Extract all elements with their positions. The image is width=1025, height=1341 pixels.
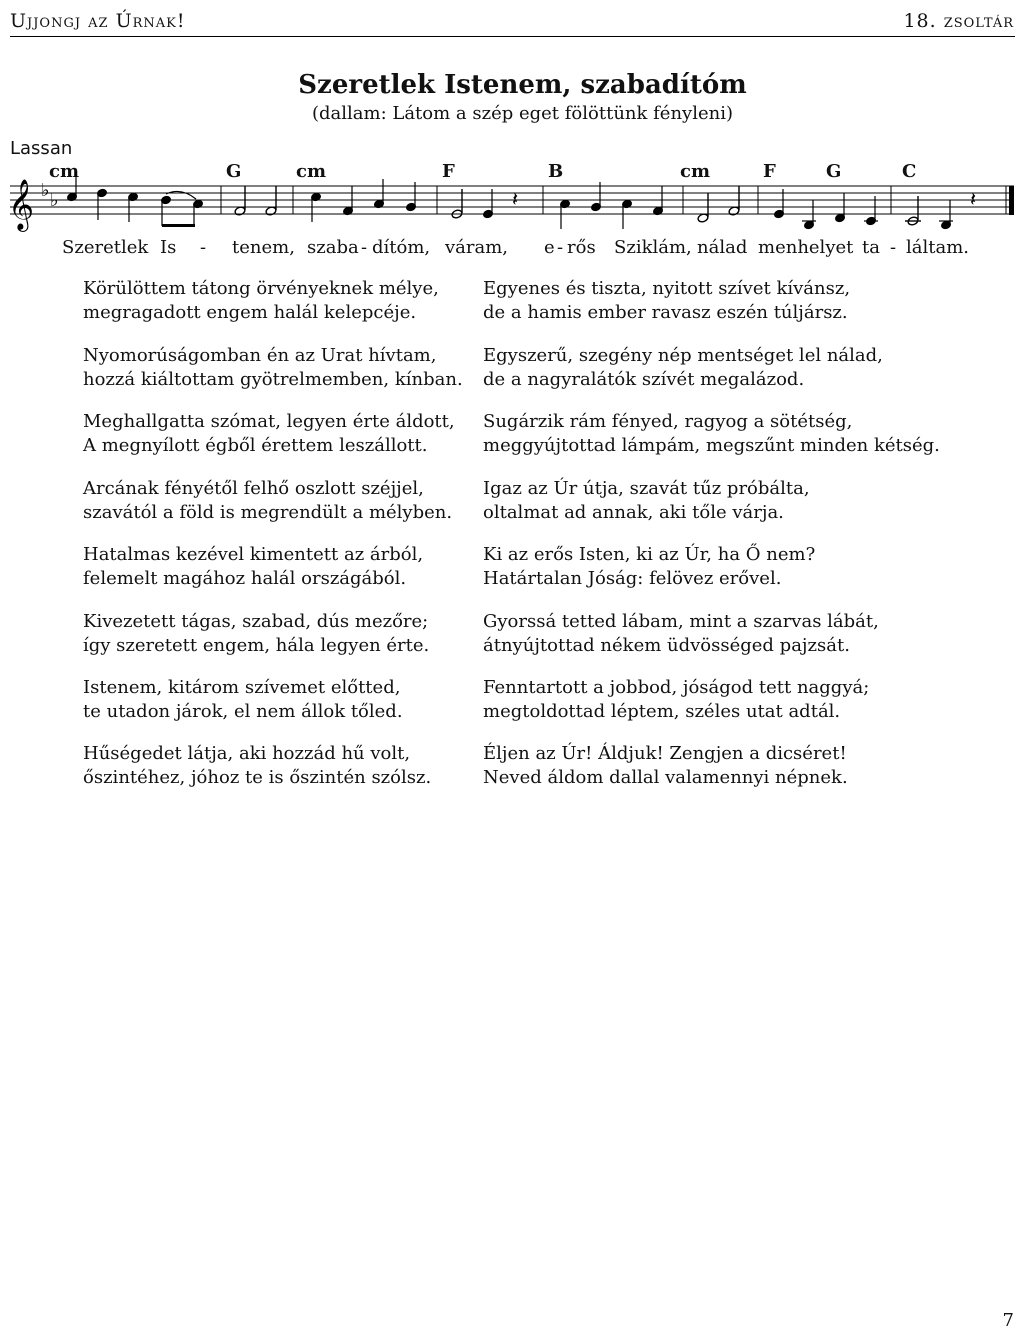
verse-line: de a nagyralátók szívét megalázod. (483, 369, 805, 390)
stanza-right (483, 742, 848, 790)
lyric-syllable: tenem, (232, 237, 295, 258)
verse-line: oltalmat ad annak, aki tőle várja. (483, 502, 784, 523)
stanza-left (83, 277, 439, 325)
verse-line: de a hamis ember ravasz eszén túljársz. (483, 302, 848, 323)
half-note (451, 189, 463, 219)
note (802, 200, 816, 230)
chord-symbol: F (442, 161, 455, 182)
music-staff (0, 160, 1025, 240)
verse-line: Éljen az Úr! Áldjuk! Zengjen a dicséret! (483, 743, 847, 764)
verse-line: A megnyílott égből érettem leszállott. (83, 435, 428, 456)
page-number: 7 (1002, 1310, 1014, 1331)
verse-line: Arcának fényétől felhő oszlott széjjel, (83, 478, 424, 499)
stanza-right (483, 410, 940, 458)
verse-line: Kivezetett tágas, szabad, dús mezőre; (83, 611, 429, 632)
chord-symbol: C (902, 161, 917, 182)
lyric-syllable: dítóm, (372, 237, 431, 258)
stanza-left (83, 543, 423, 591)
final-barline (1009, 186, 1014, 215)
stanza-left (83, 410, 455, 458)
note (97, 188, 108, 220)
lyric-hyphen: - (200, 237, 207, 258)
lyric-syllable: nálad (697, 237, 748, 258)
beamed-eighth-notes (161, 191, 204, 227)
verse-line: átnyújtottad nékem üdvösséged pajzsát. (483, 635, 850, 656)
half-note (697, 193, 709, 223)
note (374, 179, 385, 209)
chord-symbol: G (226, 161, 242, 182)
quarter-rest-icon: 𝄽 (512, 187, 519, 211)
stanza-right (483, 477, 810, 525)
lyric-hyphen: - (361, 237, 368, 258)
stanza-left (83, 477, 452, 525)
verse-line: Sugárzik rám fényed, ragyog a sötétség, (483, 411, 853, 432)
verse-line: így szeretett engem, hála legyen érte. (83, 635, 430, 656)
lyric-syllable: ta (862, 237, 880, 258)
half-note (265, 186, 277, 216)
note (653, 186, 664, 216)
stanza-right (483, 610, 879, 658)
tempo-marking: Lassan (10, 138, 73, 159)
note (343, 186, 354, 216)
verse-line: felemelt magához halál országából. (83, 568, 407, 589)
note (67, 172, 78, 202)
note (835, 193, 846, 223)
half-note (234, 186, 246, 216)
lyric-syllable: szaba (307, 237, 359, 258)
treble-clef-icon: 𝄞 (8, 179, 35, 230)
verse-line: Gyorssá tetted lábam, mint a szarvas lábát, (483, 611, 879, 632)
verse-line: megtoldottad léptem, széles utat adtál. (483, 701, 841, 722)
running-header-book-title: Ujjongj az Úrnak! (10, 10, 186, 32)
verse-line: Igaz az Úr útja, szavát tűz próbálta, (483, 478, 810, 499)
lyric-hyphen: - (557, 237, 564, 258)
chord-symbol: cm (49, 161, 80, 182)
stanza-right (483, 344, 883, 392)
verse-line: Egyszerű, szegény nép mentséget lel nálad, (483, 345, 883, 366)
verse-line: Körülöttem tátong örvényeknek mélye, (83, 278, 439, 299)
verse-line: őszintéhez, jóhoz te is őszintén szólsz. (83, 767, 432, 788)
verse-line: Hűségedet látja, aki hozzád hű volt, (83, 743, 411, 764)
verse-line: meggyújtottad lámpám, megszűnt minden kétség. (483, 435, 940, 456)
verse-line: Hatalmas kezével kimentett az árból, (83, 544, 424, 565)
lyric-syllable: e (544, 237, 555, 258)
chord-symbol: cm (680, 161, 711, 182)
lyric-syllable: Szeretlek (62, 237, 149, 258)
verse-line: te utadon járok, el nem állok tőled. (83, 701, 403, 722)
note (939, 200, 953, 230)
chord-symbol: cm (296, 161, 327, 182)
stanza-right (483, 543, 815, 591)
verse-line: hozzá kiáltottam gyötrelmemben, kínban. (83, 369, 463, 390)
stanza-left (83, 344, 463, 392)
lyric-hyphen: - (890, 237, 897, 258)
flat-sign-icon: ♭ (41, 180, 50, 201)
stanza-right (483, 277, 850, 325)
verse-line: szavától a föld is megrendült a mélyben. (83, 502, 453, 523)
lyric-syllable: rős (567, 237, 596, 258)
stanza-right (483, 676, 869, 724)
verse-line: Határtalan Jóság: felövez erővel. (483, 568, 782, 589)
lyric-syllable: Sziklám, (614, 237, 692, 258)
verse-line: Egyenes és tiszta, nyitott szívet kívánsz, (483, 278, 851, 299)
header-rule (10, 36, 1015, 37)
lyric-syllable: láltam. (906, 237, 969, 258)
lyric-syllable: menhelyet (758, 237, 854, 258)
stanza-left (83, 742, 431, 790)
verse-line: Meghallgatta szómat, legyen érte áldott, (83, 411, 455, 432)
stanza-left (83, 676, 403, 724)
lyric-syllable: váram, (445, 237, 509, 258)
song-subtitle: (dallam: Látom a szép eget fölöttünk fényleni) (311, 103, 733, 124)
half-note (728, 186, 740, 216)
verse-line: megragadott engem halál kelepcéje. (83, 302, 417, 323)
verse-line: Ki az erős Isten, ki az Úr, ha Ő nem? (483, 544, 816, 565)
verse-line: Nyomorúságomban én az Urat hívtam, (83, 345, 437, 366)
verse-line: Fenntartott a jobbod, jóságod tett naggyá; (483, 677, 870, 698)
chord-symbol: F (763, 161, 776, 182)
stanza-left (83, 610, 429, 658)
chord-symbol: G (826, 161, 842, 182)
flat-sign-icon: ♭ (50, 190, 59, 211)
running-header-psalm-number: 18. zsoltár (903, 10, 1014, 32)
verse-line: Istenem, kitárom szívemet előtted, (83, 677, 401, 698)
verse-line: Neved áldom dallal valamennyi népnek. (483, 767, 848, 788)
half-note (905, 196, 921, 226)
chord-symbol: B (548, 161, 564, 182)
lyric-syllable: Is (160, 237, 177, 258)
quarter-rest-icon: 𝄽 (970, 187, 977, 211)
song-title: Szeretlek Istenem, szabadítóm (298, 70, 747, 100)
